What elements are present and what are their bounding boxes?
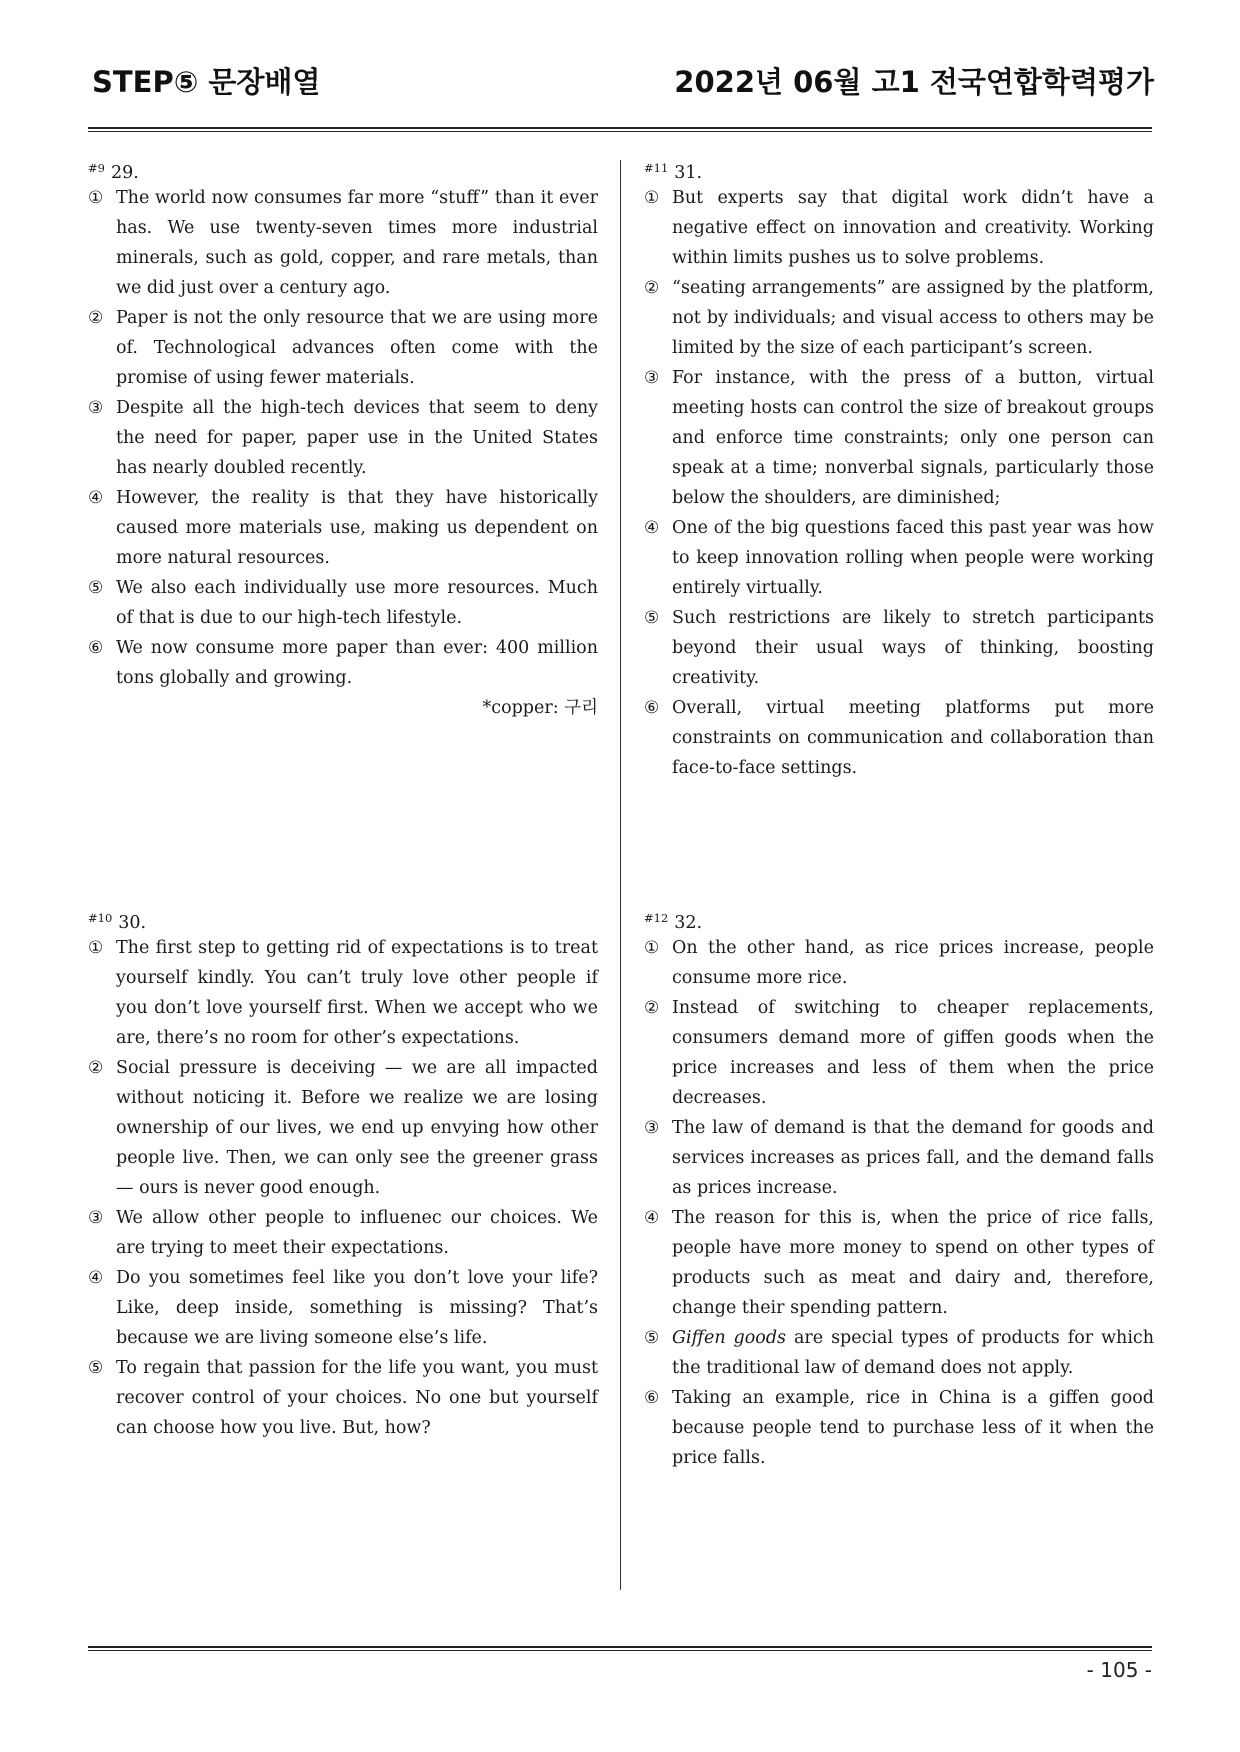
item-number: ④ — [644, 1208, 660, 1228]
item-text: Social pressure is deceiving — we are all impacted without noticing it. Before we realize we are losing ownership of our lives, we end up envying how other people live. Then, we can only see the greener grass — ours is never good enough. — [116, 1058, 598, 1198]
sentence-item — [644, 1323, 1154, 1383]
sentence-item — [88, 1263, 598, 1353]
sentence-item — [644, 1113, 1154, 1203]
item-number: ③ — [88, 1208, 104, 1228]
sentence-item — [644, 603, 1154, 693]
page-number: - 105 - — [1086, 1658, 1152, 1682]
item-number: ① — [644, 188, 660, 208]
item-text: Despite all the high-tech devices that seem to deny the need for paper, paper use in the United States has nearly doubled recently. — [116, 398, 598, 478]
question-tag: #10 — [88, 911, 113, 925]
question-29 — [88, 153, 598, 723]
sentence-item — [644, 1203, 1154, 1323]
question-31 — [644, 153, 1154, 783]
question-header — [644, 903, 1154, 933]
item-text: We allow other people to influenec our choices. We are trying to meet their expectations. — [116, 1208, 598, 1258]
item-text: To regain that passion for the life you want, you must recover control of your choices. No one but yourself can choose how you live. But, how? — [116, 1358, 598, 1438]
sentence-item — [88, 303, 598, 393]
sentence-item — [88, 933, 598, 1053]
question-number: 31. — [674, 163, 703, 183]
sentence-item — [88, 393, 598, 483]
item-number: ④ — [88, 1268, 104, 1288]
item-text: Paper is not the only resource that we are using more of. Technological advances often come with the promise of using fewer materials. — [116, 308, 598, 388]
question-number: 30. — [118, 913, 147, 933]
sentence-item — [88, 1203, 598, 1263]
question-tag: #9 — [88, 161, 105, 175]
italic-term: Giffen goods — [672, 1328, 787, 1348]
item-number: ⑤ — [644, 608, 660, 628]
item-text: “seating arrangements” are assigned by the platform, not by individuals; and visual access to others may be limited by the size of each participant’s screen. — [672, 278, 1154, 358]
item-number: ① — [644, 938, 660, 958]
sentence-item — [644, 513, 1154, 603]
sentence-item — [644, 693, 1154, 783]
column-divider — [620, 160, 621, 1590]
sentence-item — [644, 183, 1154, 273]
item-text: The reason for this is, when the price of rice falls, people have more money to spend on other types of products such as meat and dairy and, therefore, change their spending pattern. — [672, 1208, 1154, 1318]
sentence-item — [644, 273, 1154, 363]
question-32 — [644, 903, 1154, 1473]
item-number: ⑤ — [644, 1328, 660, 1348]
item-number: ⑥ — [644, 698, 660, 718]
sentence-item — [88, 483, 598, 573]
item-number: ② — [88, 308, 104, 328]
footnote: *copper: 구리 — [482, 698, 598, 718]
item-text: But experts say that digital work didn’t have a negative effect on innovation and creativity. Working within limits pushes us to solve problems. — [672, 188, 1154, 268]
sentence-item — [644, 363, 1154, 513]
item-text: Such restrictions are likely to stretch participants beyond their usual ways of thinking, boosting creativity. — [672, 608, 1154, 688]
footer-rule-thin — [88, 1650, 1152, 1651]
item-number: ⑤ — [88, 1358, 104, 1378]
sentence-item — [88, 1053, 598, 1203]
question-number: 32. — [674, 913, 703, 933]
sentence-item — [88, 1353, 598, 1443]
header-rule-thin — [88, 131, 1152, 132]
item-text: Do you sometimes feel like you don’t love your life? Like, deep inside, something is missing? That’s because we are living someone else’s life. — [116, 1268, 598, 1348]
question-tag: #11 — [644, 161, 669, 175]
item-text: However, the reality is that they have historically caused more materials use, making us dependent on more natural resources. — [116, 488, 598, 568]
item-number: ⑥ — [644, 1388, 660, 1408]
item-number: ⑤ — [88, 578, 104, 598]
item-text: On the other hand, as rice prices increase, people consume more rice. — [672, 938, 1154, 988]
sentence-item — [88, 183, 598, 303]
item-number: ③ — [644, 1118, 660, 1138]
item-number: ② — [88, 1058, 104, 1078]
question-header — [88, 153, 598, 183]
item-text: The first step to getting rid of expectations is to treat yourself kindly. You can’t truly love other people if you don’t love yourself first. When we accept who we are, there’s no room for other’s expectations. — [116, 938, 598, 1048]
item-number: ① — [88, 938, 104, 958]
sentence-item — [644, 993, 1154, 1113]
item-number: ② — [644, 998, 660, 1018]
item-text: The law of demand is that the demand for goods and services increases as prices fall, and the demand falls as prices increase. — [672, 1118, 1154, 1198]
item-number: ④ — [88, 488, 104, 508]
sentence-item — [644, 1383, 1154, 1473]
item-text: We also each individually use more resources. Much of that is due to our high-tech lifestyle. — [116, 578, 598, 628]
header-exam-title: 2022년 06월 고1 전국연합학력평가 — [674, 65, 1154, 99]
item-text: Overall, virtual meeting platforms put more constraints on communication and collaboration than face-to-face settings. — [672, 698, 1154, 778]
footer-rule — [88, 1646, 1152, 1648]
item-text: For instance, with the press of a button, virtual meeting hosts can control the size of breakout groups and enforce time constraints; only one person can speak at a time; nonverbal signals, particularly those below the shoulders, are diminished; — [672, 368, 1154, 508]
item-number: ④ — [644, 518, 660, 538]
question-30 — [88, 903, 598, 1443]
item-text: Giffen goods are special types of products for which the traditional law of demand does not apply. — [672, 1328, 1154, 1378]
question-number: 29. — [110, 163, 139, 183]
item-number: ⑥ — [88, 638, 104, 658]
item-text: The world now consumes far more “stuff” than it ever has. We use twenty-seven times more industrial minerals, such as gold, copper, and rare metals, than we did just over a century ago. — [116, 188, 598, 298]
sentence-item — [644, 933, 1154, 993]
item-number: ① — [88, 188, 104, 208]
header-rule — [88, 127, 1152, 129]
header-step-title: STEP⑤ 문장배열 — [92, 65, 321, 99]
item-text: We now consume more paper than ever: 400 million tons globally and growing. — [116, 638, 598, 688]
question-header — [88, 903, 598, 933]
item-number: ③ — [88, 398, 104, 418]
item-number: ② — [644, 278, 660, 298]
item-text: One of the big questions faced this past year was how to keep innovation rolling when people were working entirely virtually. — [672, 518, 1154, 598]
sentence-item — [88, 633, 598, 693]
sentence-item — [88, 573, 598, 633]
item-text: Taking an example, rice in China is a giffen good because people tend to purchase less of it when the price falls. — [672, 1388, 1154, 1468]
item-text: Instead of switching to cheaper replacements, consumers demand more of giffen goods when the price increases and less of them when the price decreases. — [672, 998, 1154, 1108]
question-tag: #12 — [644, 911, 669, 925]
item-number: ③ — [644, 368, 660, 388]
question-header — [644, 153, 1154, 183]
